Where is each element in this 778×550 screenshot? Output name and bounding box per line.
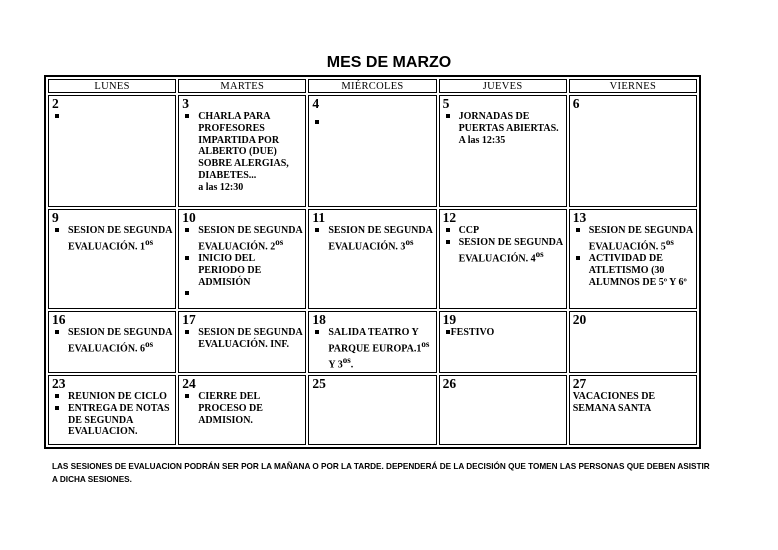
day-number: 10 <box>182 210 196 225</box>
day-number: 27 <box>572 376 587 392</box>
event-item: SESION DE SEGUNDA EVALUACIÓN. $1^{os}$ <box>52 225 172 253</box>
week-row <box>48 311 697 373</box>
event-item: SALIDA TEATRO Y PARQUE $EUROPA.1^{os}$ Y $3^{os}$. <box>312 327 432 371</box>
day-number: 23 <box>52 376 66 392</box>
day-number: 3 <box>182 96 189 111</box>
day-cell-27 <box>569 375 697 445</box>
event-item: JORNADAS DE PUERTAS ABIERTAS. A las 12:35 <box>443 111 563 146</box>
header-viernes: VIERNES <box>569 79 697 93</box>
event-item: ENTREGA DE NOTAS DE SEGUNDA EVALUACION. <box>52 403 172 438</box>
week-row <box>48 95 697 207</box>
event-item: CCP <box>443 225 563 237</box>
event-item: SESION DE SEGUNDA EVALUACIÓN. $3^{os}$ <box>312 225 432 253</box>
week-row <box>48 209 697 309</box>
day-number: 16 <box>52 312 66 327</box>
header-martes: MARTES <box>178 79 306 93</box>
event-item: SESION DE SEGUNDA EVALUACIÓN. INF. <box>182 327 302 351</box>
day-cell-2 <box>48 95 176 207</box>
day-number: 2 <box>52 96 59 111</box>
day-number: 17 <box>182 312 196 327</box>
day-cell-26 <box>439 375 567 445</box>
header-miercoles: MIÉRCOLES <box>308 79 436 93</box>
day-number: 12 <box>442 210 457 225</box>
day-cell-20 <box>569 311 697 373</box>
day-cell-3 <box>178 95 306 207</box>
footer-note: LAS SESIONES DE EVALUACION PODRÁN SER POR LA MAÑANA O POR LA TARDE. DEPENDERÁ DE LA DECISIÓN QUE TOMEN LAS PERSONAS QUE DEBEN ASISTIR A DICHA SESIONES. <box>52 462 710 484</box>
event-text: VACACIONES DE SEMANA SANTA <box>572 391 656 414</box>
day-number: 11 <box>312 210 326 225</box>
event-item: REUNION DE CICLO <box>52 391 172 403</box>
event-item: CHARLA PARA PROFESORES IMPARTIDA POR ALBERTO (DUE) SOBRE ALERGIAS, DIABETES... <box>182 111 302 182</box>
event-item: CIERRE DEL PROCESO DE ADMISION. <box>182 391 302 426</box>
event-time: a las 12:30 <box>198 181 244 193</box>
day-number: 6 <box>572 96 580 111</box>
day-number: 9 <box>52 210 59 225</box>
day-cell-17 <box>178 311 306 373</box>
day-number: 13 <box>572 210 587 225</box>
day-number: 25 <box>312 376 326 392</box>
event-item: SESION DE SEGUNDA EVALUACIÓN. $6^{os}$ <box>52 327 172 355</box>
event-item: ACTIVIDAD DE ATLETISMO (30 ALUMNOS DE 5º Y 6º <box>573 253 693 288</box>
header-lunes: LUNES <box>48 79 176 93</box>
day-number: 4 <box>312 96 320 111</box>
day-cell-11 <box>308 209 436 309</box>
page-title: MES DE MARZO <box>326 54 452 71</box>
day-cell-5 <box>439 95 567 207</box>
day-cell-12 <box>439 209 567 309</box>
day-number: 26 <box>442 376 457 392</box>
day-cell-13 <box>569 209 697 309</box>
event-item: FESTIVO <box>443 327 563 339</box>
day-cell-4 <box>308 95 436 207</box>
day-cell-18 <box>308 311 436 373</box>
day-number: 5 <box>442 96 450 111</box>
event-item: SESION DE SEGUNDA EVALUACIÓN. $4^{os}$ <box>443 237 563 265</box>
day-cell-9 <box>48 209 176 309</box>
day-cell-19 <box>439 311 567 373</box>
day-cell-16 <box>48 311 176 373</box>
day-cell-6 <box>569 95 697 207</box>
day-number: 18 <box>312 312 326 327</box>
weekday-header-row <box>48 79 697 93</box>
event-item: SESION DE SEGUNDA EVALUACIÓN. $2^{os}$ <box>182 225 302 253</box>
day-number: 20 <box>572 312 587 327</box>
day-cell-24 <box>178 375 306 445</box>
day-cell-25 <box>308 375 436 445</box>
event-item: INICIO DEL PERIODO DE ADMISIÓN <box>182 253 302 288</box>
event-item: SESION DE SEGUNDA EVALUACIÓN. $5^{os}$ <box>573 225 693 253</box>
week-row <box>48 375 697 445</box>
header-jueves: JUEVES <box>439 79 567 93</box>
event-item <box>182 288 302 300</box>
day-cell-10 <box>178 209 306 309</box>
calendar-table <box>44 75 701 449</box>
day-number: 19 <box>442 312 457 327</box>
day-number: 24 <box>182 376 196 392</box>
day-cell-23 <box>48 375 176 445</box>
